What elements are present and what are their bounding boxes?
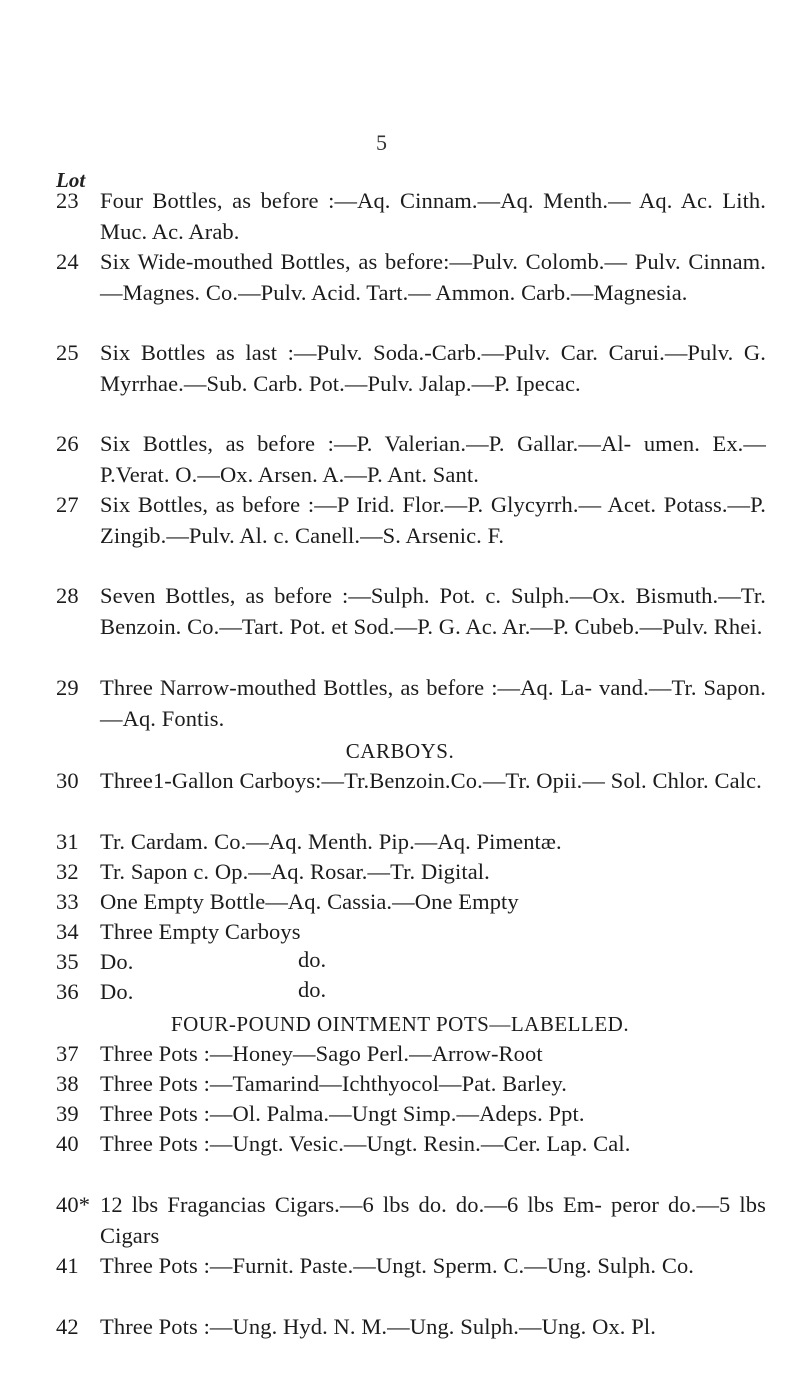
lot-description: Six Bottles, as before :—P. Valerian.—P. Gallar.—Al- umen. Ex.—P.Verat. O.—Ox. Arsen. A.—P. Ant. Sant. [100, 431, 766, 487]
lot-entry [56, 338, 766, 399]
lot-number: 25 [56, 340, 79, 365]
lot-number: 28 [56, 583, 79, 608]
lot-description: Three Pots :—Tamarind—Ichthyocol—Pat. Barley. [100, 1071, 567, 1096]
lot-entry [56, 977, 766, 1008]
lot-entry [56, 917, 766, 948]
lot-description: Three Pots :—Ung. Hyd. N. M.—Ung. Sulph.—Ung. Ox. Pl. [100, 1314, 656, 1339]
lot-entry [56, 1069, 766, 1100]
lot-description: Three Pots :—Ol. Palma.—Ungt Simp.—Adeps. Ppt. [100, 1101, 585, 1126]
lot-entry [56, 947, 766, 978]
lot-column-label: Lot [56, 168, 86, 192]
ditto-mark: do. [298, 947, 327, 972]
lot-number: 35 [56, 949, 79, 974]
lot-description: Six Wide-mouthed Bottles, as before:—Pulv. Colomb.— Pulv. Cinnam.—Magnes. Co.—Pulv. Acid. Tart.— Ammon. Carb.—Magnesia. [100, 249, 766, 305]
lot-entry [56, 827, 766, 858]
lot-number: 27 [56, 492, 79, 517]
lot-number: 40* [56, 1192, 91, 1217]
lot-entry [56, 1129, 766, 1160]
lot-entry [56, 1251, 766, 1282]
lot-description: Do. [100, 979, 134, 1004]
lot-description: Do. [100, 949, 134, 974]
lot-entry [56, 1099, 766, 1130]
lot-description: Three Empty Carboys [100, 919, 301, 944]
lot-description: One Empty Bottle—Aq. Cassia.—One Empty [100, 889, 519, 914]
lot-entry [56, 429, 766, 490]
lot-description: 12 lbs Fragancias Cigars.—6 lbs do. do.—6 lbs Em- peror do.—5 lbs Cigars [100, 1192, 766, 1248]
lot-description: Six Bottles, as before :—P Irid. Flor.—P. Glycyrrh.— Acet. Potass.—P. Zingib.—Pulv. Al. c. Canell.—S. Arsenic. F. [100, 492, 766, 548]
lot-entry [56, 490, 766, 551]
lot-entry [56, 1039, 766, 1070]
lot-description: Seven Bottles, as before :—Sulph. Pot. c. Sulph.—Ox. Bismuth.—Tr. Benzoin. Co.—Tart. Pot. et Sod.—P. G. Ac. Ar.—P. Cubeb.—Pulv. Rhei. [100, 583, 766, 639]
lot-entry [56, 673, 766, 734]
lot-description: Three Narrow-mouthed Bottles, as before :—Aq. La- vand.—Tr. Sapon.—Aq. Fontis. [100, 675, 766, 731]
lot-description: Six Bottles as last :—Pulv. Soda.-Carb.—Pulv. Car. Carui.—Pulv. G. Myrrhae.—Sub. Carb. Pot.—Pulv. Jalap.—P. Ipecac. [100, 340, 766, 396]
lot-description: Three Pots :—Honey—Sago Perl.—Arrow-Root [100, 1041, 543, 1066]
lot-description: Three1-Gallon Carboys:—Tr.Benzoin.Co.—Tr. Opii.— Sol. Chlor. Calc. [100, 768, 762, 793]
lot-number: 30 [56, 768, 79, 793]
lot-number: 39 [56, 1101, 79, 1126]
page-number: 5 [376, 130, 387, 155]
lot-description: Three Pots :—Furnit. Paste.—Ungt. Sperm. C.—Ung. Sulph. Co. [100, 1253, 695, 1278]
lot-number: 34 [56, 919, 79, 944]
lot-number: 29 [56, 675, 79, 700]
lot-description: Four Bottles, as before :—Aq. Cinnam.—Aq. Menth.— Aq. Ac. Lith. Muc. Ac. Arab. [100, 188, 766, 244]
lot-entry [56, 581, 766, 642]
lot-number: 24 [56, 249, 79, 274]
lot-number: 36 [56, 979, 79, 1004]
lot-entry [56, 247, 766, 308]
lot-number: 32 [56, 859, 79, 884]
lot-number: 41 [56, 1253, 79, 1278]
section-heading-ointment-pots: FOUR-POUND OINTMENT POTS—LABELLED. [170, 1012, 630, 1036]
lot-number: 37 [56, 1041, 79, 1066]
lot-entry [56, 186, 766, 247]
lot-number: 38 [56, 1071, 79, 1096]
lot-number: 23 [56, 188, 79, 213]
section-heading-carboys: CARBOYS. [345, 739, 455, 763]
ditto-mark: do. [298, 977, 327, 1002]
lot-entry [56, 766, 766, 797]
lot-description: Tr. Sapon c. Op.—Aq. Rosar.—Tr. Digital. [100, 859, 490, 884]
lot-description: Tr. Cardam. Co.—Aq. Menth. Pip.—Aq. Pimentæ. [100, 829, 562, 854]
lot-number: 31 [56, 829, 79, 854]
lot-number: 40 [56, 1131, 79, 1156]
lot-number: 33 [56, 889, 79, 914]
lot-number: 26 [56, 431, 79, 456]
lot-description: Three Pots :—Ungt. Vesic.—Ungt. Resin.—Cer. Lap. Cal. [100, 1131, 631, 1156]
lot-entry [56, 887, 766, 918]
lot-entry [56, 1190, 766, 1251]
lot-entry [56, 1312, 766, 1343]
lot-entry [56, 857, 766, 888]
lot-number: 42 [56, 1314, 79, 1339]
